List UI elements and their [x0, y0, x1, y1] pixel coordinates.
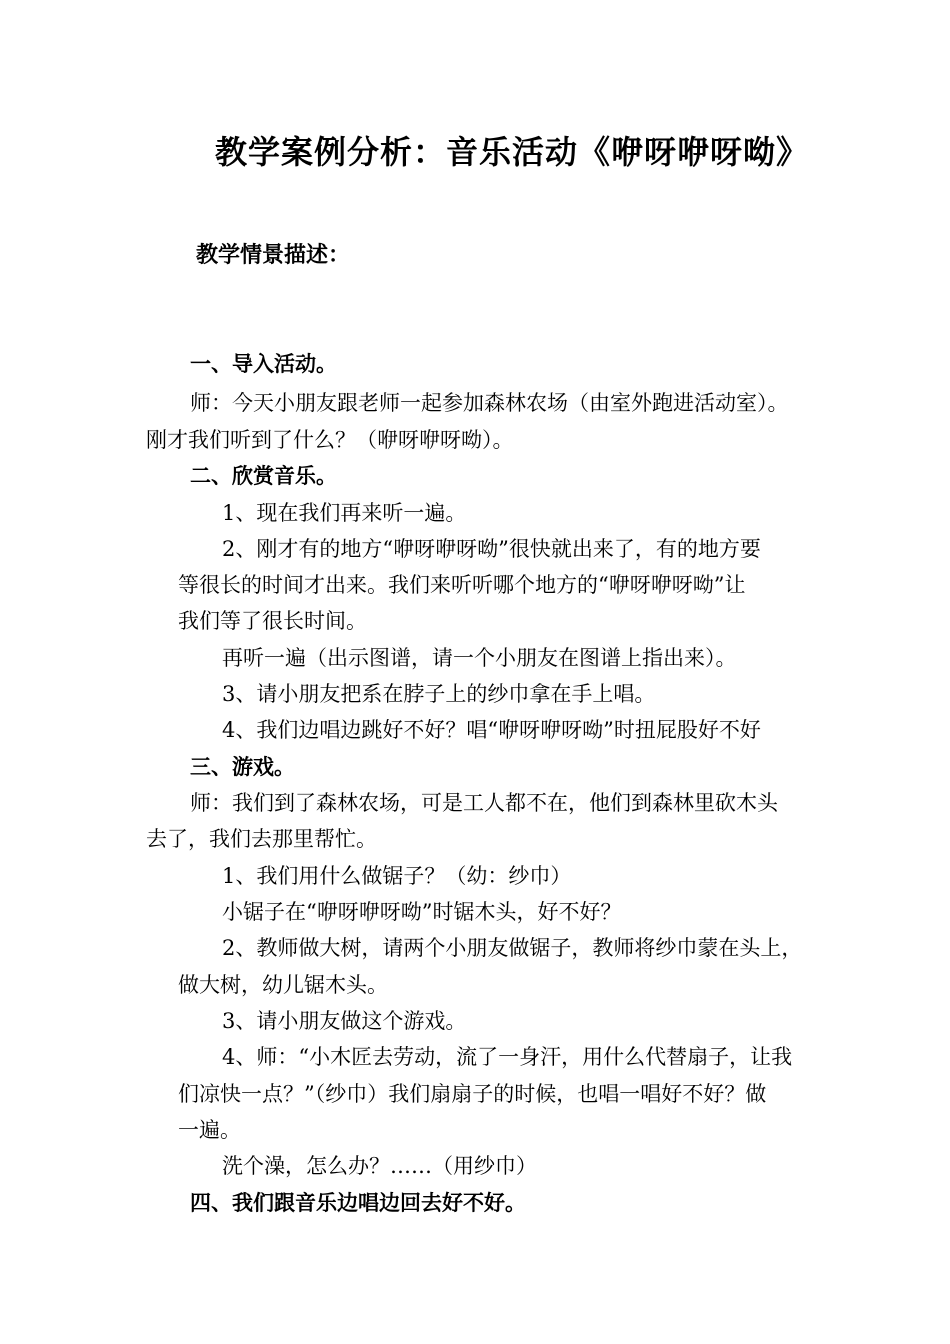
paragraph-line: 4、师：“小木匠去劳动，流了一身汗，用什么代替扇子，让我	[222, 1045, 793, 1069]
paragraph-line: 们凉快一点？”（纱巾）我们扇扇子的时候，也唱一唱好不好？做	[178, 1082, 767, 1106]
heading-intro: 一、导入活动。	[190, 351, 337, 376]
heading-ending: 四、我们跟音乐边唱边回去好不好。	[190, 1190, 526, 1215]
paragraph-line: 再听一遍（出示图谱，请一个小朋友在图谱上指出来）。	[222, 646, 737, 670]
paragraph-line: 去了，我们去那里帮忙。	[146, 827, 377, 851]
paragraph-line: 我们等了很长时间。	[178, 609, 367, 633]
section-subtitle: 教学情景描述：	[196, 242, 351, 268]
paragraph-line: 洗个澡，怎么办？……（用纱巾）	[222, 1154, 537, 1178]
paragraph-line: 师：我们到了森林农场，可是工人都不在，他们到森林里砍木头	[190, 791, 778, 815]
paragraph-line: 师：今天小朋友跟老师一起参加森林农场（由室外跑进活动室）。	[190, 391, 789, 415]
paragraph-line: 等很长的时间才出来。我们来听听哪个地方的“咿呀咿呀呦”让	[178, 573, 746, 597]
paragraph-line: 小锯子在“咿呀咿呀呦”时锯木头，好不好？	[222, 900, 622, 924]
paragraph-line: 4、我们边唱边跳好不好？唱“咿呀咿呀呦”时扭屁股好不好	[222, 718, 761, 742]
heading-game: 三、游戏。	[190, 754, 295, 779]
paragraph-line: 一遍。	[178, 1118, 241, 1142]
document-title: 教学案例分析：音乐活动《咿呀咿呀呦》	[215, 133, 810, 171]
paragraph-line: 2、教师做大树，请两个小朋友做锯子，教师将纱巾蒙在头上，	[222, 936, 803, 960]
paragraph-line: 1、现在我们再来听一遍。	[222, 501, 467, 525]
paragraph-line: 2、刚才有的地方“咿呀咿呀呦”很快就出来了，有的地方要	[222, 537, 761, 561]
paragraph-line: 3、请小朋友做这个游戏。	[222, 1009, 467, 1033]
paragraph-line: 做大树，幼儿锯木头。	[178, 973, 388, 997]
paragraph-line: 3、请小朋友把系在脖子上的纱巾拿在手上唱。	[222, 682, 656, 706]
paragraph-line: 刚才我们听到了什么？（咿呀咿呀呦）。	[146, 428, 514, 452]
heading-appreciate: 二、欣赏音乐。	[190, 463, 337, 488]
paragraph-line: 1、我们用什么做锯子？（幼：纱巾）	[222, 864, 572, 888]
